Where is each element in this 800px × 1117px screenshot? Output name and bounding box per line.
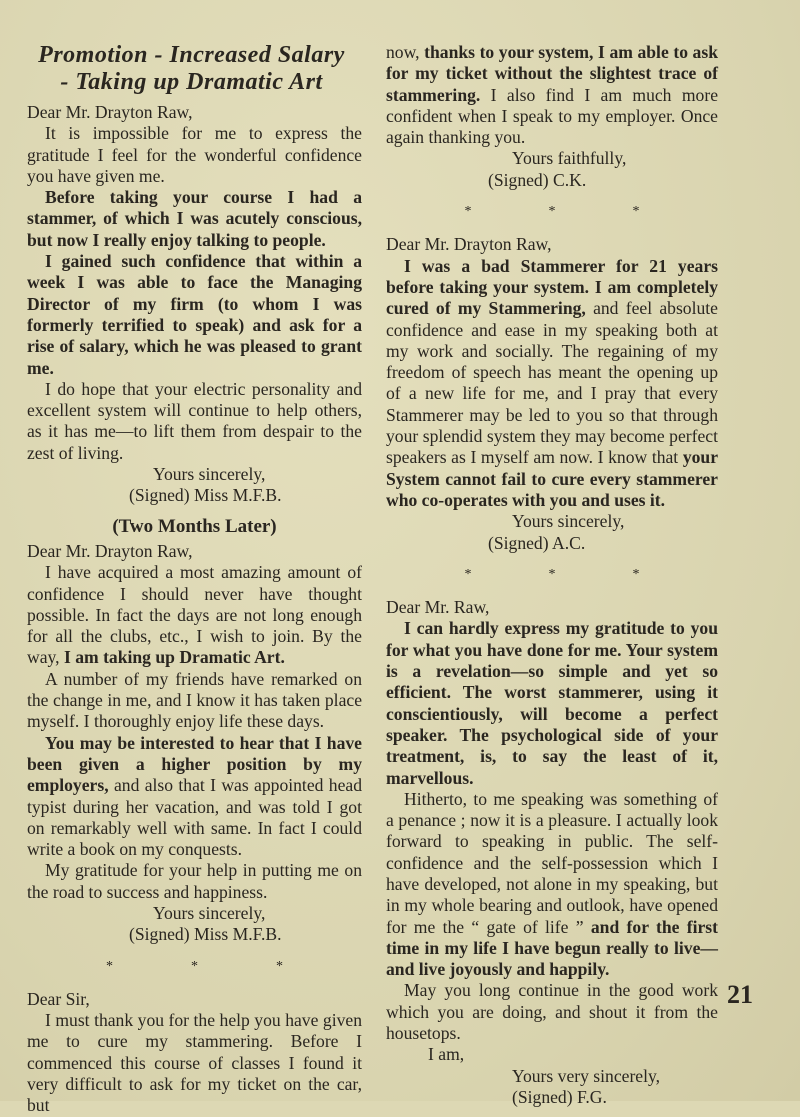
letter1-signature: (Signed) Miss M.F.B. bbox=[129, 485, 282, 506]
letter2-paragraph-3 bbox=[27, 733, 362, 861]
star-separator: * bbox=[191, 958, 198, 974]
letter3-closing: Yours faithfully, bbox=[512, 148, 627, 169]
star-separator: * bbox=[464, 204, 472, 220]
page-number: 21 bbox=[727, 980, 753, 1009]
letter4-closing: Yours sincerely, bbox=[512, 511, 625, 532]
letter4-salutation: Dear Mr. Drayton Raw, bbox=[386, 234, 552, 255]
letter2-paragraph-1 bbox=[27, 562, 362, 668]
letter1-salutation: Dear Mr. Drayton Raw, bbox=[27, 102, 193, 122]
letter2-closing: Yours sincerely, bbox=[153, 902, 266, 923]
letter2-salutation: Dear Mr. Drayton Raw, bbox=[27, 540, 193, 561]
letter3-cont-text-a: now, bbox=[386, 42, 425, 62]
page-heading bbox=[21, 42, 362, 96]
letter3-paragraph-1: I must thank you for the help you have given me to cure my stammering. Before I commenced this course of classes I found it very difficult to ask for my ticket on the car, but bbox=[27, 1010, 362, 1116]
letter3-cont-text-c: I also find I am much more confident when I speak to my employer. Once again thanking you. bbox=[386, 84, 718, 148]
letter3-signature: (Signed) C.K. bbox=[488, 169, 587, 190]
star-separator: * bbox=[548, 566, 556, 582]
star-separator: * bbox=[276, 958, 283, 974]
heading-line-1: Promotion - Increased Salary bbox=[38, 42, 345, 68]
letter2-paragraph-2: A number of my friends have remarked on the change in me, and I know it has taken place myself. I thoroughly enjoy life these days. bbox=[27, 668, 362, 732]
letter5-paragraph-1: I can hardly express my gratitude to you for what you have done for me. Your system is a revelation—so simple and yet so efficient. The worst stammerer, using it conscientiously, will become a perfect speaker. The psychological side of your treatment, is, to say the least of it, marvellous. bbox=[386, 618, 718, 788]
letter2-p3-text: and also that I was appointed head typist during her vacation, and was told I got on remarkably well with same. In fact I could write a book on my conquests. bbox=[27, 775, 362, 860]
letter2-paragraph-4: My gratitude for your help in putting me on the road to success and happiness. bbox=[27, 860, 362, 902]
letter2-p3-emphasis: You may be interested to hear that I have been given a higher position by my employers, bbox=[27, 732, 362, 796]
left-column bbox=[27, 42, 362, 1117]
heading-line-2: - Taking up Dramatic Art bbox=[60, 69, 323, 95]
letter1-paragraph-4: I do hope that your electric personality and excellent system will continue to help others, as it has me—to lift them from despair to the zest of living. bbox=[27, 378, 362, 463]
star-separator: * bbox=[464, 566, 472, 582]
separator-stars-right-1 bbox=[386, 201, 718, 222]
letter2-signature: (Signed) Miss M.F.B. bbox=[129, 924, 282, 945]
letter5-p2-text: Hitherto, to me speaking was something of a penance ; now it is a pleasure. I actually look forward to speaking in public. The self-confidence and the self-possession which I have developed, not alone in my speaking, but in my whole bearing and outlook, have opened for me the “ gate of life ” bbox=[386, 788, 718, 937]
star-separator: * bbox=[632, 566, 640, 582]
letter4-p1-emphasis-a: I was a bad Stammerer for 21 years before taking your system. I am completely cured of my Stammering, bbox=[386, 255, 718, 319]
star-separator: * bbox=[632, 204, 640, 220]
separator-stars-right-2 bbox=[386, 564, 718, 585]
letter5-closing: Yours very sincerely, bbox=[512, 1065, 661, 1086]
letter5-salutation: Dear Mr. Raw, bbox=[386, 597, 490, 618]
letter1-paragraph-2: Before taking your course I had a stammer, of which I was acutely conscious, but now I really enjoy talking to people. bbox=[27, 187, 362, 250]
letter3-salutation: Dear Sir, bbox=[27, 988, 90, 1009]
star-separator: * bbox=[106, 958, 113, 974]
letter1-paragraph-1: It is impossible for me to express the gratitude I feel for the wonderful confidence you have given me. bbox=[27, 123, 362, 186]
letter2-p1-text: I have acquired a most amazing amount of confidence I should never have thought possible. In fact the days are not long enough for all the clubs, etc., I wish to join. By the way, bbox=[27, 562, 362, 668]
two-months-later-heading: (Two Months Later) bbox=[112, 515, 277, 537]
letter4-paragraph-1 bbox=[386, 256, 718, 512]
letter5-paragraph-3: May you long continue in the good work which you are doing, and shout it from the housetops. bbox=[386, 980, 718, 1044]
letter5-signature: (Signed) F.G. bbox=[512, 1086, 607, 1107]
letter4-p1-emphasis-c: your System cannot fail to cure every stammerer who co-operates with you and uses it. bbox=[386, 447, 718, 510]
letter4-p1-text: and feel absolute confidence and ease in my speaking both at my work and socially. The regaining of my freedom of speech has meant the opening up of a new life for me, and I pray that every Stammerer may be led to you so that through your splendid system they may become perfect speakers as I myself am now. I know that bbox=[386, 298, 718, 468]
separator-stars-left bbox=[27, 956, 362, 977]
letter4-signature: (Signed) A.C. bbox=[488, 532, 586, 553]
letter5-p2-emphasis: and for the first time in my life I have begun really to live—and live joyously and happily. bbox=[386, 916, 718, 980]
letter3-continuation bbox=[386, 42, 718, 148]
letter5-closing-i-am: I am, bbox=[428, 1044, 465, 1065]
star-separator: * bbox=[548, 204, 556, 220]
letter1-closing: Yours sincerely, bbox=[153, 464, 266, 485]
letter2-p1-emphasis: I am taking up Dramatic Art. bbox=[63, 647, 285, 668]
letter5-paragraph-2 bbox=[386, 789, 718, 981]
letter3-cont-emphasis: thanks to your system, I am able to ask for my ticket without the slightest trace of stammering. bbox=[386, 42, 718, 105]
right-column bbox=[386, 42, 718, 1108]
letter1-paragraph-3: I gained such confidence that within a week I was able to face the Managing Director of my firm (to whom I was formerly terrified to speak) and ask for a rise of salary, which he was pleased to grant me. bbox=[27, 251, 362, 378]
